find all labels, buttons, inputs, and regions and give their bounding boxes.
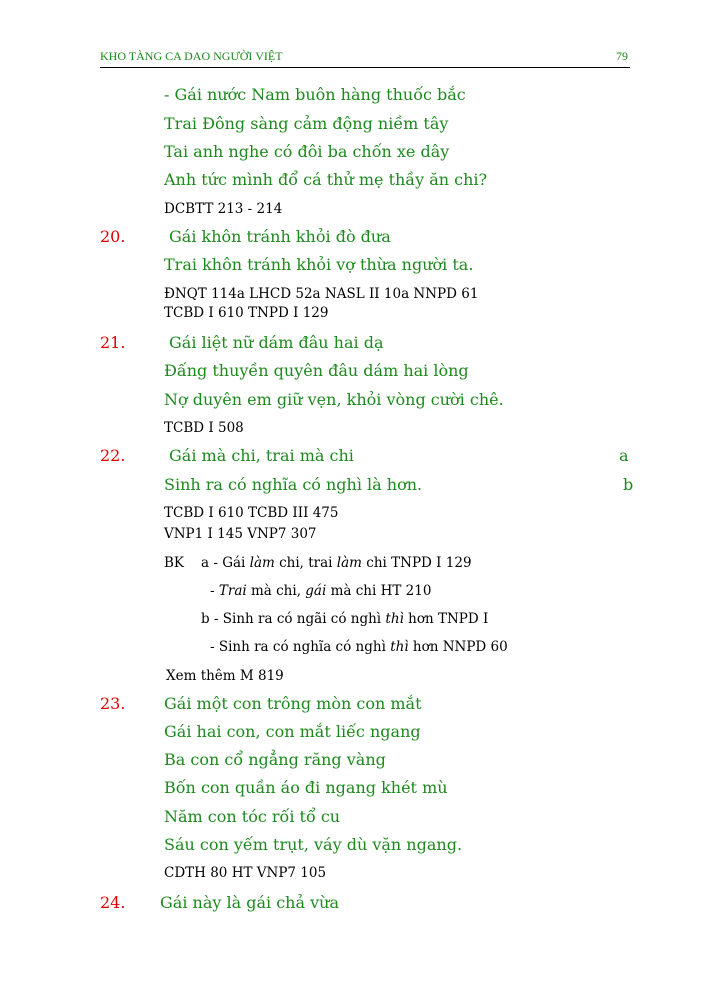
entry-number: 22. — [100, 446, 126, 465]
bk-variant: b - Sinh ra có ngãi có nghì thì hơn TNPD I — [201, 611, 489, 627]
source-ref: ĐNQT 114a LHCD 52a NASL II 10a NNPD 61 — [164, 286, 479, 302]
entry-number: 23. — [100, 694, 126, 713]
source-ref: TCBD I 610 TCBD III 475 — [164, 505, 339, 521]
source-ref: TCBD I 610 TNPD I 129 — [164, 305, 329, 321]
verse-line: Nợ duyên em giữ vẹn, khỏi vòng cười chê. — [164, 390, 504, 409]
entry-number: 21. — [100, 333, 126, 352]
verse-line: Trai Đông sàng cảm động niềm tây — [164, 114, 449, 133]
verse-line: Sinh ra có nghĩa có nghì là hơn. — [164, 475, 423, 494]
bk-variant: - Trai mà chi, gái mà chi HT 210 — [210, 583, 432, 599]
see-also: Xem thêm M 819 — [166, 668, 284, 684]
source-ref: DCBTT 213 - 214 — [164, 201, 283, 217]
verse-line: Gái một con trông mòn con mắt — [164, 694, 422, 713]
verse-line: Gái này là gái chả vừa — [160, 893, 339, 912]
verse-line: - Gái nước Nam buôn hàng thuốc bắc — [164, 85, 466, 104]
verse-line: Gái liệt nữ dám đâu hai dạ — [169, 333, 384, 352]
verse-line: Gái hai con, con mắt liếc ngang — [164, 722, 421, 741]
verse-line: Gái mà chi, trai mà chi — [169, 446, 354, 465]
variant-mark: a — [619, 446, 629, 465]
entry-number: 20. — [100, 227, 126, 246]
book-title: KHO TÀNG CA DAO NGƯỜI VIỆT — [100, 49, 283, 63]
source-ref: TCBD I 508 — [164, 420, 244, 436]
page-number: 79 — [616, 49, 628, 63]
bk-variant: - Sinh ra có nghĩa có nghì thì hơn NNPD 60 — [210, 639, 508, 655]
verse-line: Bốn con quần áo đi ngang khét mù — [164, 778, 448, 797]
verse-line: Anh tức mình đổ cá thử mẹ thầy ăn chi? — [164, 170, 488, 189]
bk-label: BK — [164, 555, 185, 571]
verse-line: Trai khôn tránh khỏi vợ thừa người ta. — [164, 255, 474, 274]
verse-line: Tai anh nghe có đôi ba chốn xe dây — [164, 142, 450, 161]
verse-line: Ba con cổ ngẳng răng vàng — [164, 750, 386, 769]
entry-number: 24. — [100, 893, 126, 912]
verse-line: Gái khôn tránh khỏi đò đưa — [169, 227, 391, 246]
verse-line: Sáu con yếm trụt, váy dù vặn ngang. — [164, 835, 463, 854]
verse-line: Năm con tóc rối tổ cu — [164, 807, 341, 826]
bk-variant: a - Gái làm chi, trai làm chi TNPD I 129 — [201, 555, 472, 571]
source-ref: VNP1 I 145 VNP7 307 — [164, 526, 317, 542]
variant-mark: b — [623, 475, 634, 494]
page-header — [100, 49, 630, 68]
source-ref: CDTH 80 HT VNP7 105 — [164, 865, 327, 881]
verse-line: Đấng thuyền quyên đâu dám hai lòng — [164, 361, 469, 380]
